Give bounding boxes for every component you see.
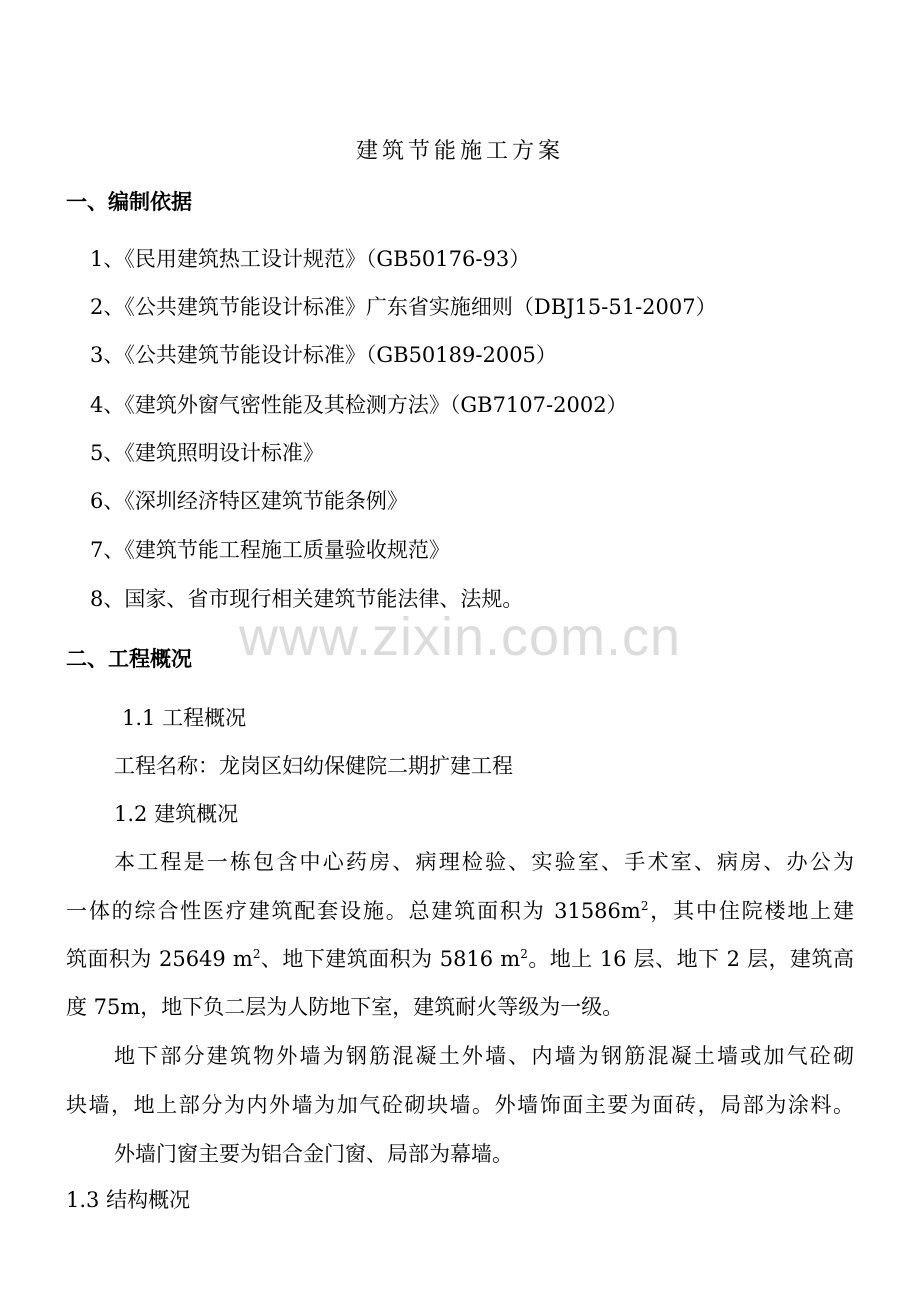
- para1-line1: 本工程是一栋包含中心药房、病理检验、实验室、手术室、病房、办公为: [114, 850, 854, 874]
- watermark: www.zixin.com.cn: [238, 607, 682, 667]
- subheading-building-overview: 1.2 建筑概况: [114, 802, 239, 826]
- para1-line2: 一体的综合性医疗建筑配套设施。总建筑面积为 $31586m^2$，其中住院楼地上建: [66, 899, 855, 923]
- basis-item-4: 4、《建筑外窗气密性能及其检测方法》（GB7107-2002）: [90, 393, 628, 417]
- basis-item-7: 7、《建筑节能工程施工质量验收规范》: [90, 538, 450, 562]
- basis-item-1: 1、《民用建筑热工设计规范》（GB50176-93）: [90, 247, 531, 271]
- para3: 外墙门窗主要为铝合金门窗、局部为幕墙。: [114, 1142, 513, 1166]
- basis-item-8: 8、国家、省市现行相关建筑节能法律、法规。: [90, 587, 524, 611]
- section-heading-basis: 一、编制依据: [66, 190, 192, 214]
- subheading-structure-overview: 1.3 结构概况: [66, 1188, 191, 1212]
- para1-line4: 度 75m，地下负二层为人防地下室，建筑耐火等级为一级。: [66, 995, 624, 1019]
- subheading-project-overview: 1.1 工程概况: [122, 706, 247, 730]
- basis-item-2: 2、《公共建筑节能设计标准》广东省实施细则（DBJ15-51-2007）: [90, 295, 717, 319]
- para2-line2: 块墙，地上部分为内外墙为加气砼砌块墙。外墙饰面主要为面砖，局部为涂料。: [66, 1093, 854, 1117]
- para1-line3: 筑面积为 25649 $m^2$、地下建筑面积为 5816 $m^2$。地上 16 层、地下 2 层，建筑高: [66, 947, 854, 971]
- basis-item-3: 3、《公共建筑节能设计标准》（GB50189-2005）: [90, 343, 557, 367]
- para2-line1: 地下部分建筑物外墙为钢筋混凝土外墙、内墙为钢筋混凝土墙或加气砼砌: [114, 1044, 854, 1068]
- section-heading-overview: 二、工程概况: [66, 647, 192, 671]
- project-name: 工程名称：龙岗区妇幼保健院二期扩建工程: [114, 754, 513, 778]
- document-title: 建筑节能施工方案: [355, 139, 564, 164]
- basis-item-6: 6、《深圳经济特区建筑节能条例》: [90, 489, 408, 513]
- basis-item-5: 5、《建筑照明设计标准》: [90, 441, 324, 465]
